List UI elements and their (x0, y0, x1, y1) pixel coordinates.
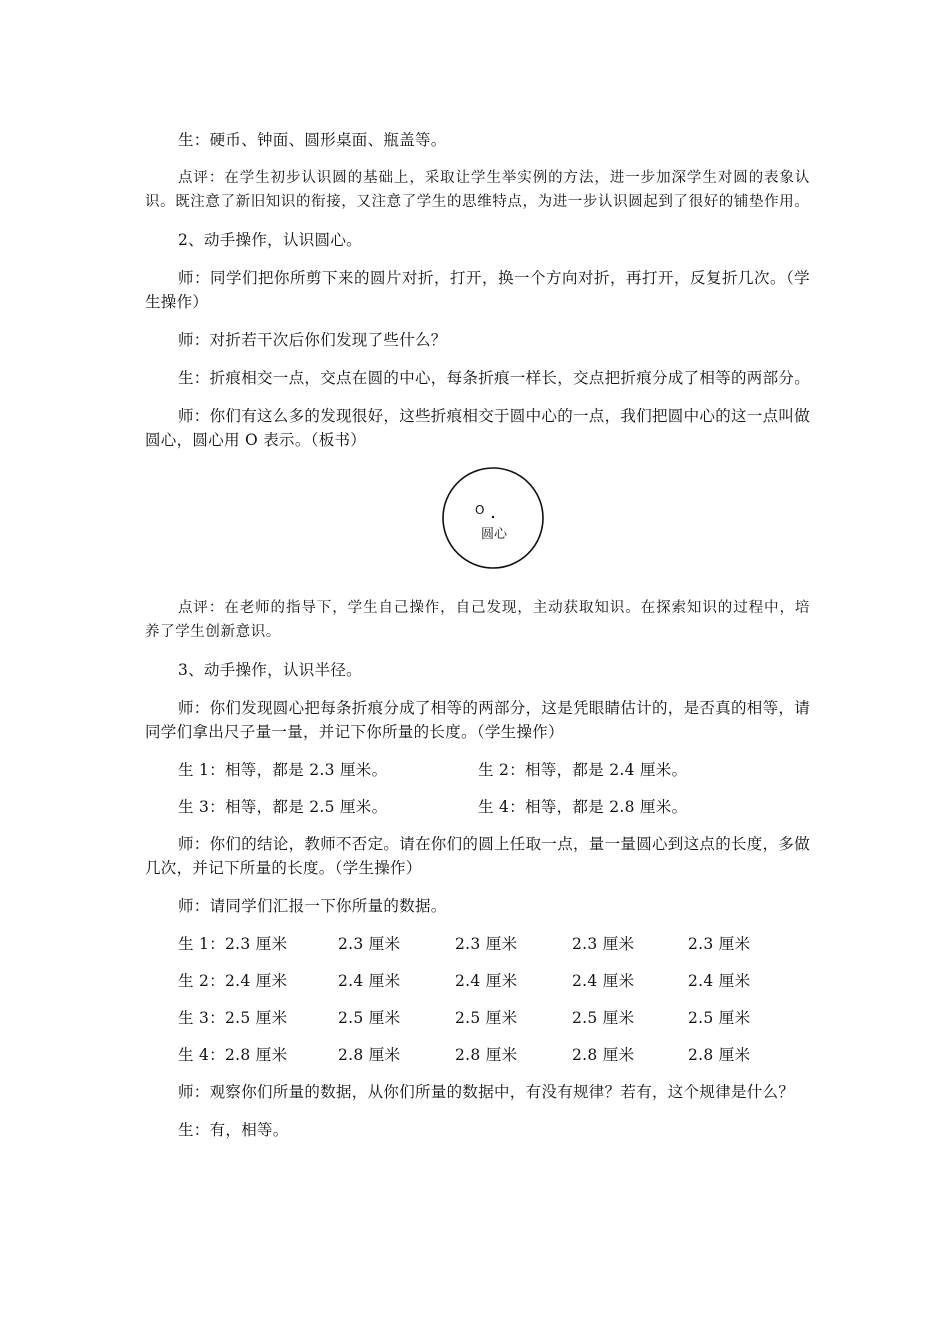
paragraph-teacher-question: 师：对折若干次后你们发现了些什么？ (178, 331, 447, 349)
measurement-cell: 生 2：2.4 厘米 (178, 972, 288, 990)
measurement-cell: 2.5 厘米 (688, 1009, 751, 1027)
measurement-cell: 2.4 厘米 (455, 972, 518, 990)
paragraph-comment-2: 点评：在老师的指导下，学生自己操作，自己发现，主动获取知识。在探索知识的过程中，培养了学生创新意识。 (145, 600, 810, 640)
student-answer: 生 4：相等，都是 2.8 厘米。 (478, 798, 688, 816)
measurement-cell: 2.3 厘米 (455, 935, 518, 953)
measurement-row (145, 969, 810, 993)
measurement-cell: 2.8 厘米 (338, 1046, 401, 1064)
paragraph-teacher-any-point: 师：你们的结论，教师不否定。请在你们的圆上任取一点，量一量圆心到这点的长度，多做几次，并记下所量的长度。（学生操作） (145, 835, 811, 877)
measurement-cell: 2.5 厘米 (455, 1009, 518, 1027)
student-answer: 生 1：相等，都是 2.3 厘米。 (178, 761, 388, 779)
paragraph-comment-1: 点评：在学生初步认识圆的基础上，采取让学生举实例的方法，进一步加深学生对圆的表象认识。既注意了新旧知识的衔接，又注意了学生的思维特点，为进一步认识圆起到了很好的铺垫作用。 (145, 170, 810, 210)
paragraph-student-finding: 生：折痕相交一点，交点在圆的中心，每条折痕一样长，交点把折痕分成了相等的两部分。 (178, 369, 811, 387)
document-body (145, 128, 810, 1156)
measurement-cell: 2.3 厘米 (338, 935, 401, 953)
paragraph-teacher-fold: 师：同学们把你所剪下来的圆片对折，打开，换一个方向对折，再打开，反复折几次。（学生操作） (145, 269, 810, 311)
measurement-row (145, 1043, 810, 1067)
paragraph-student-examples: 生：硬币、钟面、圆形桌面、瓶盖等。 (178, 131, 447, 149)
measurement-cell: 2.4 厘米 (338, 972, 401, 990)
measurement-cell: 2.5 厘米 (572, 1009, 635, 1027)
student-answer: 生 3：相等，都是 2.5 厘米。 (178, 798, 388, 816)
measurement-cell: 2.4 厘米 (688, 972, 751, 990)
student-answer-row (145, 758, 810, 782)
measurement-cell: 2.3 厘米 (688, 935, 751, 953)
measurement-cell: 生 3：2.5 厘米 (178, 1009, 288, 1027)
measurement-cell: 2.4 厘米 (572, 972, 635, 990)
measurement-cell: 生 4：2.8 厘米 (178, 1046, 288, 1064)
paragraph-teacher-pattern: 师：观察你们所量的数据，从你们所量的数据中，有没有规律？若有，这个规律是什么？ (178, 1083, 795, 1101)
circle-figure (145, 466, 810, 580)
center-point (492, 516, 494, 518)
section-heading-radius: 3、动手操作，认识半径。 (178, 661, 362, 679)
circle-diagram (441, 466, 545, 570)
paragraph-student-equal: 生：有，相等。 (178, 1121, 289, 1139)
measurement-cell: 2.8 厘米 (455, 1046, 518, 1064)
measurement-cell: 2.3 厘米 (572, 935, 635, 953)
student-answer: 生 2：相等，都是 2.4 厘米。 (478, 761, 688, 779)
paragraph-teacher-report: 师：请同学们汇报一下你所量的数据。 (178, 897, 447, 915)
student-answer-row (145, 795, 810, 819)
measurement-cell: 2.8 厘米 (688, 1046, 751, 1064)
center-caption: 圆心 (481, 527, 508, 542)
measurement-row (145, 1006, 810, 1030)
paragraph-teacher-measure: 师：你们发现圆心把每条折痕分成了相等的两部分，这是凭眼睛估计的，是否真的相等，请同学们拿出尺子量一量，并记下你所量的长度。（学生操作） (145, 699, 811, 741)
paragraph-teacher-define-center: 师：你们有这么多的发现很好，这些折痕相交于圆中心的一点，我们把圆中心的这一点叫做圆心，圆心用 O 表示。（板书） (145, 407, 811, 449)
measurement-cell: 2.8 厘米 (572, 1046, 635, 1064)
measurement-cell: 生 1：2.3 厘米 (178, 935, 288, 953)
section-heading-circle-center: 2、动手操作，认识圆心。 (178, 231, 362, 249)
measurement-cell: 2.5 厘米 (338, 1009, 401, 1027)
center-label: O (475, 503, 485, 517)
measurement-row (145, 932, 810, 956)
